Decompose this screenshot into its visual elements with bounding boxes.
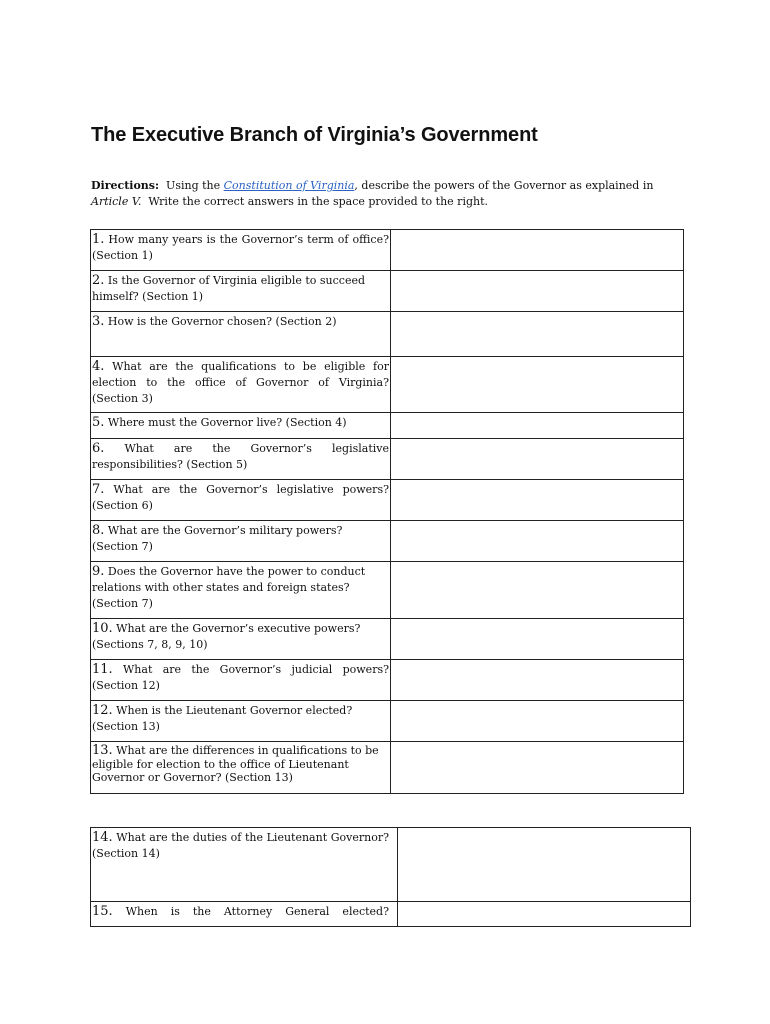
directions-label: Directions: <box>91 179 160 192</box>
question-cell-10 <box>91 619 391 660</box>
answer-cell-9[interactable] <box>391 562 684 619</box>
question-text: What are the Governor’s military powers? (Section 7) <box>92 524 343 553</box>
question-number: 10. <box>92 621 113 636</box>
question-cell-13 <box>91 742 391 794</box>
question-cell-2 <box>91 271 391 312</box>
question-number: 2. <box>92 273 105 288</box>
answer-cell-2[interactable] <box>391 271 684 312</box>
question-text: What are the Governor’s legislative responsibilities? (Section 5) <box>92 442 389 471</box>
constitution-link[interactable]: Constitution of Virginia <box>223 179 355 192</box>
question-row-7 <box>91 480 684 521</box>
question-row-2 <box>91 271 684 312</box>
question-row-11 <box>91 660 684 701</box>
question-row-5 <box>91 413 684 439</box>
question-number: 13. <box>92 743 113 758</box>
directions-text-1: Using the <box>159 179 224 192</box>
answer-cell-4[interactable] <box>391 357 684 413</box>
question-cell-11 <box>91 660 391 701</box>
question-row-9 <box>91 562 684 619</box>
answer-cell-11[interactable] <box>391 660 684 701</box>
question-row-8 <box>91 521 684 562</box>
question-text: How many years is the Governor’s term of office? (Section 1) <box>92 233 389 262</box>
question-text: How is the Governor chosen? (Section 2) <box>104 315 337 328</box>
question-row-13 <box>91 742 684 794</box>
answer-cell-10[interactable] <box>391 619 684 660</box>
question-text: When is the Lieutenant Governor elected? (Section 13) <box>92 704 353 733</box>
answer-cell-6[interactable] <box>391 439 684 480</box>
answer-cell-7[interactable] <box>391 480 684 521</box>
question-number: 6. <box>92 441 105 456</box>
question-row-1 <box>91 230 684 271</box>
answer-cell-13[interactable] <box>391 742 684 794</box>
question-number: 15. <box>92 904 113 919</box>
question-cell-3 <box>91 312 391 357</box>
answer-cell-15[interactable] <box>398 902 691 927</box>
question-number: 9. <box>92 564 105 579</box>
directions <box>91 178 691 210</box>
question-text: Does the Governor have the power to conduct relations with other states and foreign states? (Section 7) <box>92 565 366 610</box>
question-text: What are the duties of the Lieutenant Governor? (Section 14) <box>92 831 389 860</box>
question-text: Is the Governor of Virginia eligible to succeed himself? (Section 1) <box>92 274 366 303</box>
page-title: The Executive Branch of Virginia’s Government <box>91 124 538 146</box>
question-cell-14 <box>91 828 398 902</box>
question-number: 11. <box>92 662 113 677</box>
question-number: 8. <box>92 523 105 538</box>
question-number: 14. <box>92 830 113 845</box>
question-row-15 <box>91 902 691 927</box>
question-number: 3. <box>92 314 105 329</box>
question-cell-15 <box>91 902 398 927</box>
question-text: What are the Governor’s judicial powers? (Section 12) <box>92 663 389 692</box>
question-cell-5 <box>91 413 391 439</box>
directions-text-3: Write the correct answers in the space provided to the right. <box>141 195 488 208</box>
question-text: What are the qualifications to be eligible for election to the office of Governor of Virginia? (Section 3) <box>92 360 389 405</box>
question-cell-9 <box>91 562 391 619</box>
answer-cell-3[interactable] <box>391 312 684 357</box>
question-text: What are the Governor’s executive powers? (Sections 7, 8, 9, 10) <box>92 622 361 651</box>
question-text: What are the Governor’s legislative powers? (Section 6) <box>92 483 389 512</box>
question-cell-8 <box>91 521 391 562</box>
question-text: What are the differences in qualifications to be eligible for election to the office of Lieutenant Governor or Governor? (Section 13) <box>92 744 379 784</box>
question-number: 1. <box>92 232 105 247</box>
question-row-3 <box>91 312 684 357</box>
question-cell-7 <box>91 480 391 521</box>
answer-cell-5[interactable] <box>391 413 684 439</box>
directions-article: Article V. <box>91 195 142 208</box>
question-number: 5. <box>92 415 105 430</box>
answer-cell-1[interactable] <box>391 230 684 271</box>
question-row-4 <box>91 357 684 413</box>
question-text: When is the Attorney General elected? <box>112 905 389 918</box>
questions-table-2 <box>90 827 691 927</box>
question-row-14 <box>91 828 691 902</box>
answer-cell-12[interactable] <box>391 701 684 742</box>
question-row-12 <box>91 701 684 742</box>
questions-table-1 <box>90 229 684 794</box>
question-row-6 <box>91 439 684 480</box>
question-text: Where must the Governor live? (Section 4) <box>104 416 347 429</box>
directions-text-2: , describe the powers of the Governor as explained in <box>354 179 654 192</box>
question-cell-12 <box>91 701 391 742</box>
question-number: 4. <box>92 359 105 374</box>
question-cell-1 <box>91 230 391 271</box>
answer-cell-14[interactable] <box>398 828 691 902</box>
answer-cell-8[interactable] <box>391 521 684 562</box>
question-row-10 <box>91 619 684 660</box>
question-cell-6 <box>91 439 391 480</box>
question-cell-4 <box>91 357 391 413</box>
question-number: 7. <box>92 482 105 497</box>
question-number: 12. <box>92 703 113 718</box>
